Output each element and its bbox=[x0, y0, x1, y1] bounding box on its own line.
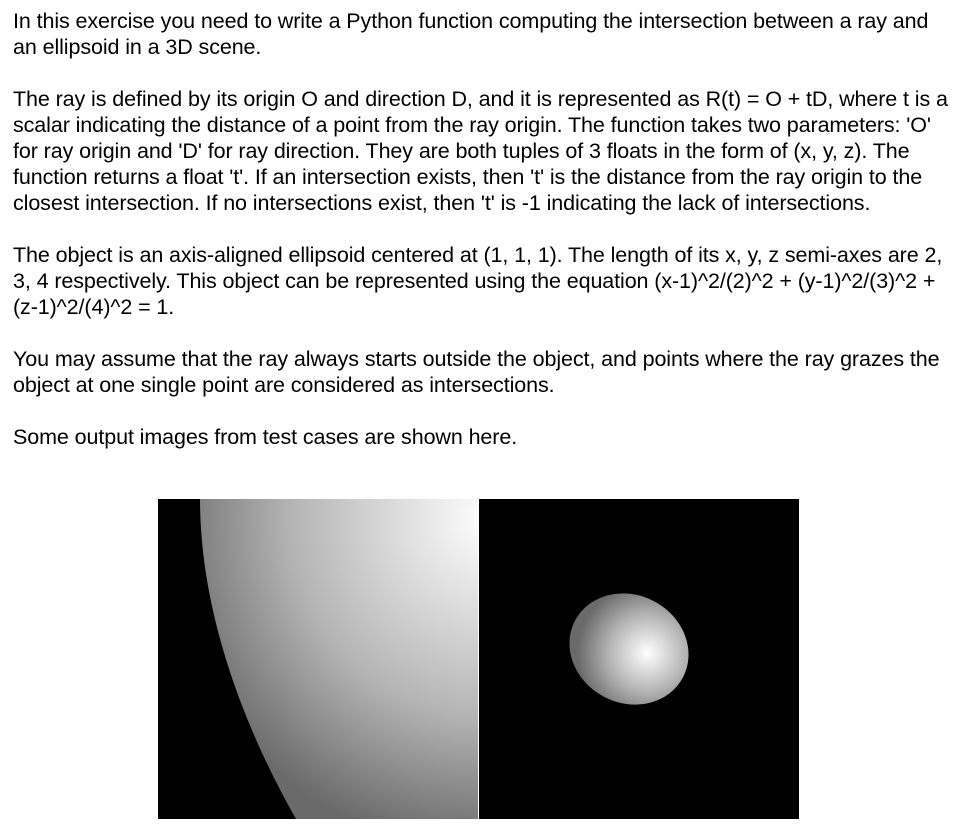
intro-paragraph: In this exercise you need to write a Python function computing the intersection between a ray and an ellipsoid in a 3D scene. bbox=[13, 9, 929, 59]
ray-definition-paragraph: The ray is defined by its origin O and direction D, and it is represented as R(t) = O + tD, where t is a scalar indicating the distance of a point from the ray origin. The function takes two parameters: 'O' for ray origin and 'D' for ray direction. They are both tuples of 3 floats in the form of (x, y, z). The function returns a float 't'. If an intersection exists, then 't' is the distance from the ray origin to the closest intersection. If no intersections exist, then 't' is -1 indicating the lack of intersections. bbox=[13, 87, 948, 215]
test-output-image-closeup bbox=[158, 499, 478, 819]
exercise-description bbox=[13, 8, 953, 476]
object-definition-paragraph: The object is an axis-aligned ellipsoid centered at (1, 1, 1). The length of its x, y, z semi-axes are 2, 3, 4 respectively. This object can be represented using the equation (x-1)^2/(2)^2 + (y-1)^2/(3)^2 + (z-1)^2/(4)^2 = 1. bbox=[13, 243, 943, 319]
ellipsoid-distant-render bbox=[479, 499, 799, 819]
assumption-paragraph: You may assume that the ray always starts outside the object, and points where the ray grazes the object at one single point are considered as intersections. bbox=[13, 347, 940, 397]
test-output-images bbox=[158, 499, 798, 819]
test-output-image-distant bbox=[479, 499, 799, 819]
ellipsoid-closeup-render bbox=[158, 499, 478, 819]
output-images-intro: Some output images from test cases are shown here. bbox=[13, 425, 518, 449]
